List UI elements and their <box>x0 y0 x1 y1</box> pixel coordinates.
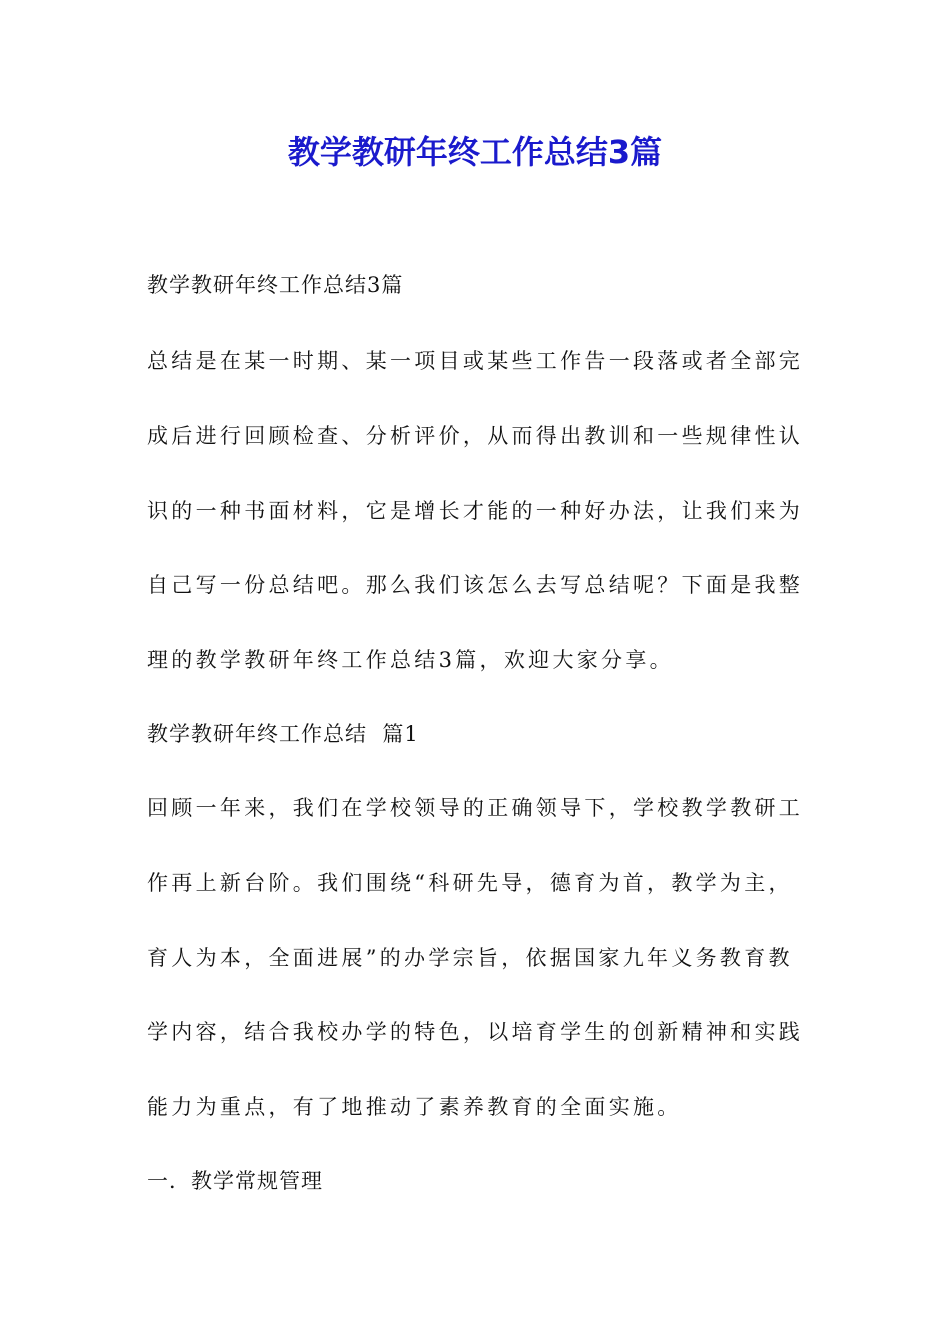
document-title: 教学教研年终工作总结3篇 <box>287 133 663 171</box>
intro-line: 理的教学教研年终工作总结3篇，欢迎大家分享。 <box>147 648 674 672</box>
intro-line: 自己写一份总结吧。那么我们该怎么去写总结呢？下面是我整 <box>147 573 804 597</box>
body-line: 学内容，结合我校办学的特色，以培育学生的创新精神和实践 <box>147 1020 804 1044</box>
body-line: 作再上新台阶。我们围绕“科研先导，德育为首，教学为主， <box>147 871 793 895</box>
document-subtitle: 教学教研年终工作总结3篇 <box>147 273 404 297</box>
intro-line: 识的一种书面材料，它是增长才能的一种好办法，让我们来为 <box>147 499 804 523</box>
intro-line: 总结是在某一时期、某一项目或某些工作告一段落或者全部完 <box>147 349 804 373</box>
section-heading: 教学教研年终工作总结 篇1 <box>147 722 419 746</box>
body-line: 能力为重点，有了地推动了素养教育的全面实施。 <box>147 1095 682 1119</box>
subheading: 一．教学常规管理 <box>147 1169 323 1193</box>
intro-line: 成后进行回顾检查、分析评价，从而得出教训和一些规律性认 <box>147 424 804 448</box>
body-line: 回顾一年来，我们在学校领导的正确领导下，学校教学教研工 <box>147 796 804 820</box>
body-line: 育人为本，全面进展”的办学宗旨，依据国家九年义务教育教 <box>147 946 793 970</box>
